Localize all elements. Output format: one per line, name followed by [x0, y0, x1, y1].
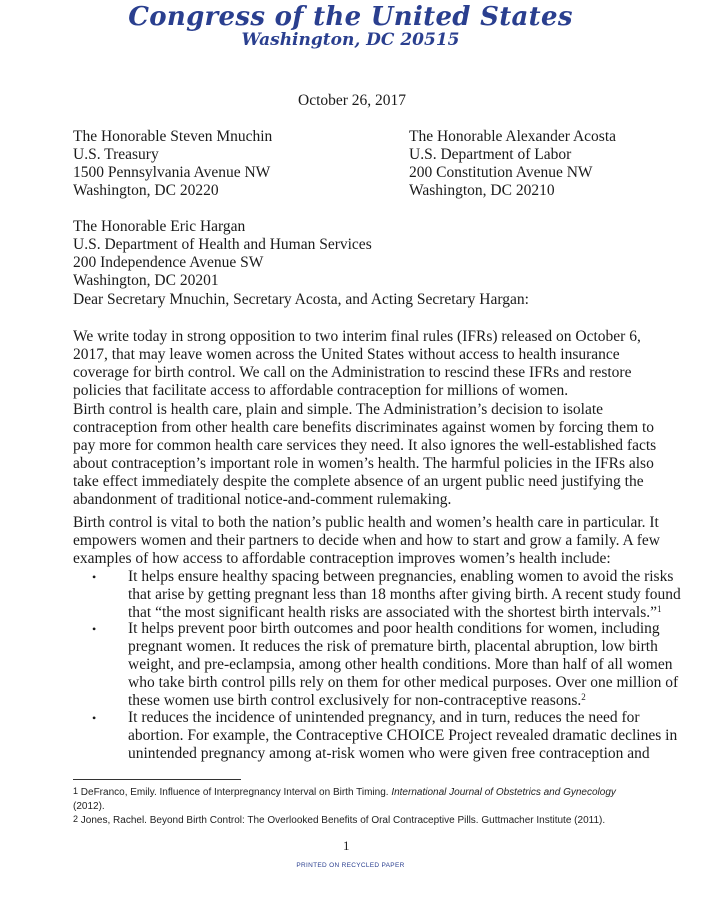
footnote-journal: International Journal of Obstetrics and Gynecology [391, 787, 616, 798]
recipient-line: The Honorable Steven Mnuchin [73, 128, 273, 145]
bullet-line-text: that “the most significant health risks are associated with the shortest birth intervals.” [128, 604, 658, 621]
paragraph-line: Birth control is health care, plain and simple. The Administration’s decision to isolate [73, 401, 604, 418]
footnote-ref: 1 [657, 604, 662, 614]
page-number: 1 [343, 838, 350, 853]
paragraph-line: policies that facilitate access to affordable contraception for millions of women. [73, 382, 569, 399]
footnote-text: Jones, Rachel. Beyond Birth Control: The Overlooked Benefits of Oral Contraceptive Pills. Guttmacher Institute (2011). [78, 815, 606, 826]
recipient-line: U.S. Treasury [73, 146, 159, 163]
recipient-hargan [73, 218, 372, 290]
letter-date: October 26, 2017 [298, 92, 407, 109]
footnote-marker: 1 [73, 786, 79, 796]
recipient-line: Washington, DC 20201 [73, 272, 219, 289]
bullet-line: It helps prevent poor birth outcomes and poor health conditions for women, including [128, 620, 660, 637]
recycled-paper-notice: PRINTED ON RECYCLED PAPER [296, 862, 405, 869]
bullet-marker: • [92, 570, 97, 584]
recipient-line: The Honorable Eric Hargan [73, 218, 246, 235]
footnote-1-continued: (2012). [73, 801, 105, 812]
bullet-line-text: these women use birth control exclusively for non-contraceptive reasons. [128, 692, 582, 709]
bullet-line: that arise by getting pregnant less than 18 months after giving birth. A recent study found [128, 586, 681, 603]
recipient-line: Washington, DC 20220 [73, 182, 219, 199]
paragraph-line: coverage for birth control. We call on the Administration to rescind these IFRs and restore [73, 364, 632, 381]
bullet-line: abortion. For example, the Contraceptive CHOICE Project revealed dramatic declines in [128, 727, 678, 744]
paragraph-line: 2017, that may leave women across the United States without access to health insurance [73, 346, 620, 363]
recipient-line: U.S. Department of Health and Human Services [73, 236, 372, 253]
footnote-text: DeFranco, Emily. Influence of Interpregnancy Interval on Birth Timing. [78, 787, 392, 798]
letterhead-subtitle: Washington, DC 20515 [241, 30, 460, 50]
letterhead-title: Congress of the United States [128, 2, 573, 32]
recipient-mnuchin [73, 128, 272, 200]
recipient-acosta [409, 128, 616, 200]
paragraph-line: Birth control is vital to both the nation’s public health and women’s health care in particular. It [73, 514, 659, 531]
paragraph-line: abandonment of traditional notice-and-comment rulemaking. [73, 491, 452, 508]
paragraph-line: empowers women and their partners to decide when and how to start and grow a family. A few [73, 532, 660, 549]
paragraph-line: take effect immediately despite the complete absence of an urgent public need justifying the [73, 473, 644, 490]
footnote-1 [73, 786, 616, 800]
bullet-line: unintended pregnancy among at-risk women who were given free contraception and [128, 745, 650, 762]
bullet-line: It helps ensure healthy spacing between pregnancies, enabling women to avoid the risks [128, 568, 674, 585]
bullet-line-with-ref [128, 692, 586, 710]
footnote-marker: 2 [73, 814, 79, 824]
footnote-ref: 2 [581, 692, 586, 702]
bullet-line: It reduces the incidence of unintended pregnancy, and in turn, reduces the need for [128, 709, 640, 726]
recipient-line: 1500 Pennsylvania Avenue NW [73, 164, 271, 181]
bullet-line: who take birth control pills rely on them for other medical purposes. Over one million of [128, 674, 679, 691]
paragraph-line: about contraception’s important role in women’s health. The harmful policies in the IFRs also [73, 455, 654, 472]
salutation: Dear Secretary Mnuchin, Secretary Acosta, and Acting Secretary Hargan: [73, 291, 529, 308]
recipient-line: 200 Constitution Avenue NW [409, 164, 593, 181]
paragraph-line: contraception from other health care benefits discriminates against women by forcing them to [73, 419, 655, 436]
paragraph-line: We write today in strong opposition to two interim final rules (IFRs) released on October 6, [73, 328, 641, 345]
footnote-2 [73, 814, 605, 828]
paragraph-3 [73, 514, 660, 568]
bullet-marker: • [92, 711, 97, 725]
paragraph-1 [73, 328, 653, 400]
recipient-line: U.S. Department of Labor [409, 146, 572, 163]
bullet-line: pregnant women. It reduces the risk of premature birth, placental abruption, low birth [128, 638, 658, 655]
bullet-line: weight, and pre-eclampsia, among other health conditions. More than half of all women [128, 656, 673, 673]
paragraph-line: pay more for common health care services they need. It also ignores the well-established facts [73, 437, 657, 454]
paragraph-2 [73, 401, 657, 509]
footnote-divider [73, 779, 241, 780]
bullet-marker: • [92, 622, 97, 636]
recipient-line: The Honorable Alexander Acosta [409, 128, 617, 145]
paragraph-line: examples of how access to affordable contraception improves women’s health include: [73, 550, 611, 567]
recipient-line: Washington, DC 20210 [409, 182, 555, 199]
recipient-line: 200 Independence Avenue SW [73, 254, 264, 271]
